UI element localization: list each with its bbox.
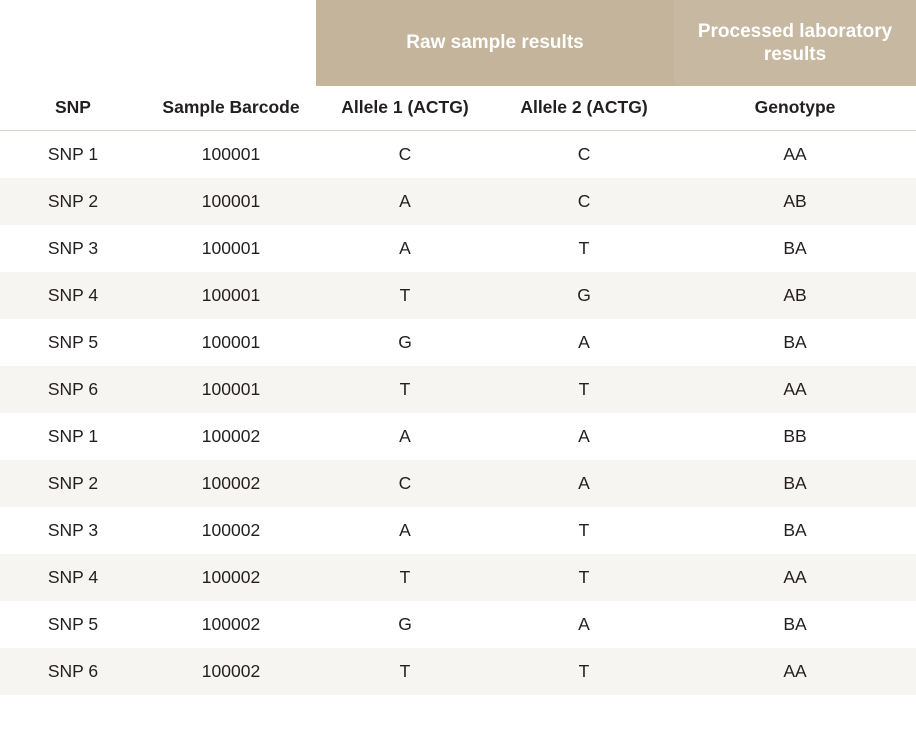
column-header-allele-1: Allele 1 (ACTG) <box>316 86 494 131</box>
table-row <box>0 460 916 507</box>
cell-allele-1: T <box>316 648 494 695</box>
cell-allele-2: T <box>494 225 674 272</box>
cell-allele-2: T <box>494 366 674 413</box>
cell-allele-1: T <box>316 554 494 601</box>
cell-snp: SNP 4 <box>0 272 146 319</box>
cell-allele-2: A <box>494 413 674 460</box>
cell-allele-2: T <box>494 648 674 695</box>
column-header-allele-2: Allele 2 (ACTG) <box>494 86 674 131</box>
cell-allele-2: T <box>494 554 674 601</box>
cell-allele-1: T <box>316 272 494 319</box>
cell-allele-1: A <box>316 507 494 554</box>
cell-snp: SNP 1 <box>0 413 146 460</box>
cell-snp: SNP 1 <box>0 131 146 179</box>
table-row <box>0 131 916 179</box>
cell-genotype: BA <box>674 507 916 554</box>
group-header-spacer <box>0 0 316 86</box>
cell-barcode: 100001 <box>146 272 316 319</box>
cell-allele-2: A <box>494 601 674 648</box>
column-header-sample-barcode: Sample Barcode <box>146 86 316 131</box>
table-row <box>0 648 916 695</box>
cell-allele-1: T <box>316 366 494 413</box>
cell-allele-2: T <box>494 507 674 554</box>
table-row <box>0 178 916 225</box>
cell-barcode: 100001 <box>146 366 316 413</box>
table-row <box>0 366 916 413</box>
cell-barcode: 100001 <box>146 319 316 366</box>
cell-genotype: AB <box>674 272 916 319</box>
cell-genotype: BA <box>674 319 916 366</box>
cell-snp: SNP 5 <box>0 319 146 366</box>
cell-barcode: 100001 <box>146 178 316 225</box>
cell-barcode: 100002 <box>146 413 316 460</box>
table-row <box>0 272 916 319</box>
cell-genotype: AA <box>674 366 916 413</box>
group-header-raw-label: Raw sample results <box>316 0 674 86</box>
column-header-row <box>0 86 916 131</box>
table-row <box>0 507 916 554</box>
table-row <box>0 319 916 366</box>
cell-snp: SNP 2 <box>0 178 146 225</box>
cell-allele-1: G <box>316 319 494 366</box>
cell-allele-2: A <box>494 319 674 366</box>
group-header-processed-label: Processed laboratory results <box>674 0 916 86</box>
column-header-genotype: Genotype <box>674 86 916 131</box>
group-header-raw <box>316 0 674 86</box>
cell-snp: SNP 6 <box>0 648 146 695</box>
table-head <box>0 0 916 131</box>
cell-allele-2: A <box>494 460 674 507</box>
table-row <box>0 225 916 272</box>
table-row <box>0 413 916 460</box>
cell-genotype: BA <box>674 225 916 272</box>
cell-allele-2: G <box>494 272 674 319</box>
cell-genotype: AA <box>674 131 916 179</box>
table-body <box>0 131 916 696</box>
cell-allele-2: C <box>494 131 674 179</box>
cell-allele-2: C <box>494 178 674 225</box>
cell-snp: SNP 2 <box>0 460 146 507</box>
cell-genotype: BB <box>674 413 916 460</box>
cell-barcode: 100002 <box>146 507 316 554</box>
cell-barcode: 100002 <box>146 648 316 695</box>
cell-genotype: BA <box>674 460 916 507</box>
cell-allele-1: G <box>316 601 494 648</box>
cell-snp: SNP 4 <box>0 554 146 601</box>
cell-barcode: 100001 <box>146 131 316 179</box>
cell-snp: SNP 3 <box>0 225 146 272</box>
cell-barcode: 100001 <box>146 225 316 272</box>
cell-snp: SNP 3 <box>0 507 146 554</box>
group-header-processed <box>674 0 916 86</box>
cell-allele-1: A <box>316 178 494 225</box>
cell-barcode: 100002 <box>146 460 316 507</box>
cell-snp: SNP 5 <box>0 601 146 648</box>
cell-allele-1: A <box>316 413 494 460</box>
cell-allele-1: C <box>316 131 494 179</box>
cell-barcode: 100002 <box>146 601 316 648</box>
cell-allele-1: A <box>316 225 494 272</box>
column-header-snp: SNP <box>0 86 146 131</box>
cell-snp: SNP 6 <box>0 366 146 413</box>
cell-allele-1: C <box>316 460 494 507</box>
table-row <box>0 554 916 601</box>
cell-genotype: AB <box>674 178 916 225</box>
cell-genotype: AA <box>674 554 916 601</box>
cell-genotype: AA <box>674 648 916 695</box>
cell-barcode: 100002 <box>146 554 316 601</box>
cell-genotype: BA <box>674 601 916 648</box>
group-header-row <box>0 0 916 86</box>
table-row <box>0 601 916 648</box>
